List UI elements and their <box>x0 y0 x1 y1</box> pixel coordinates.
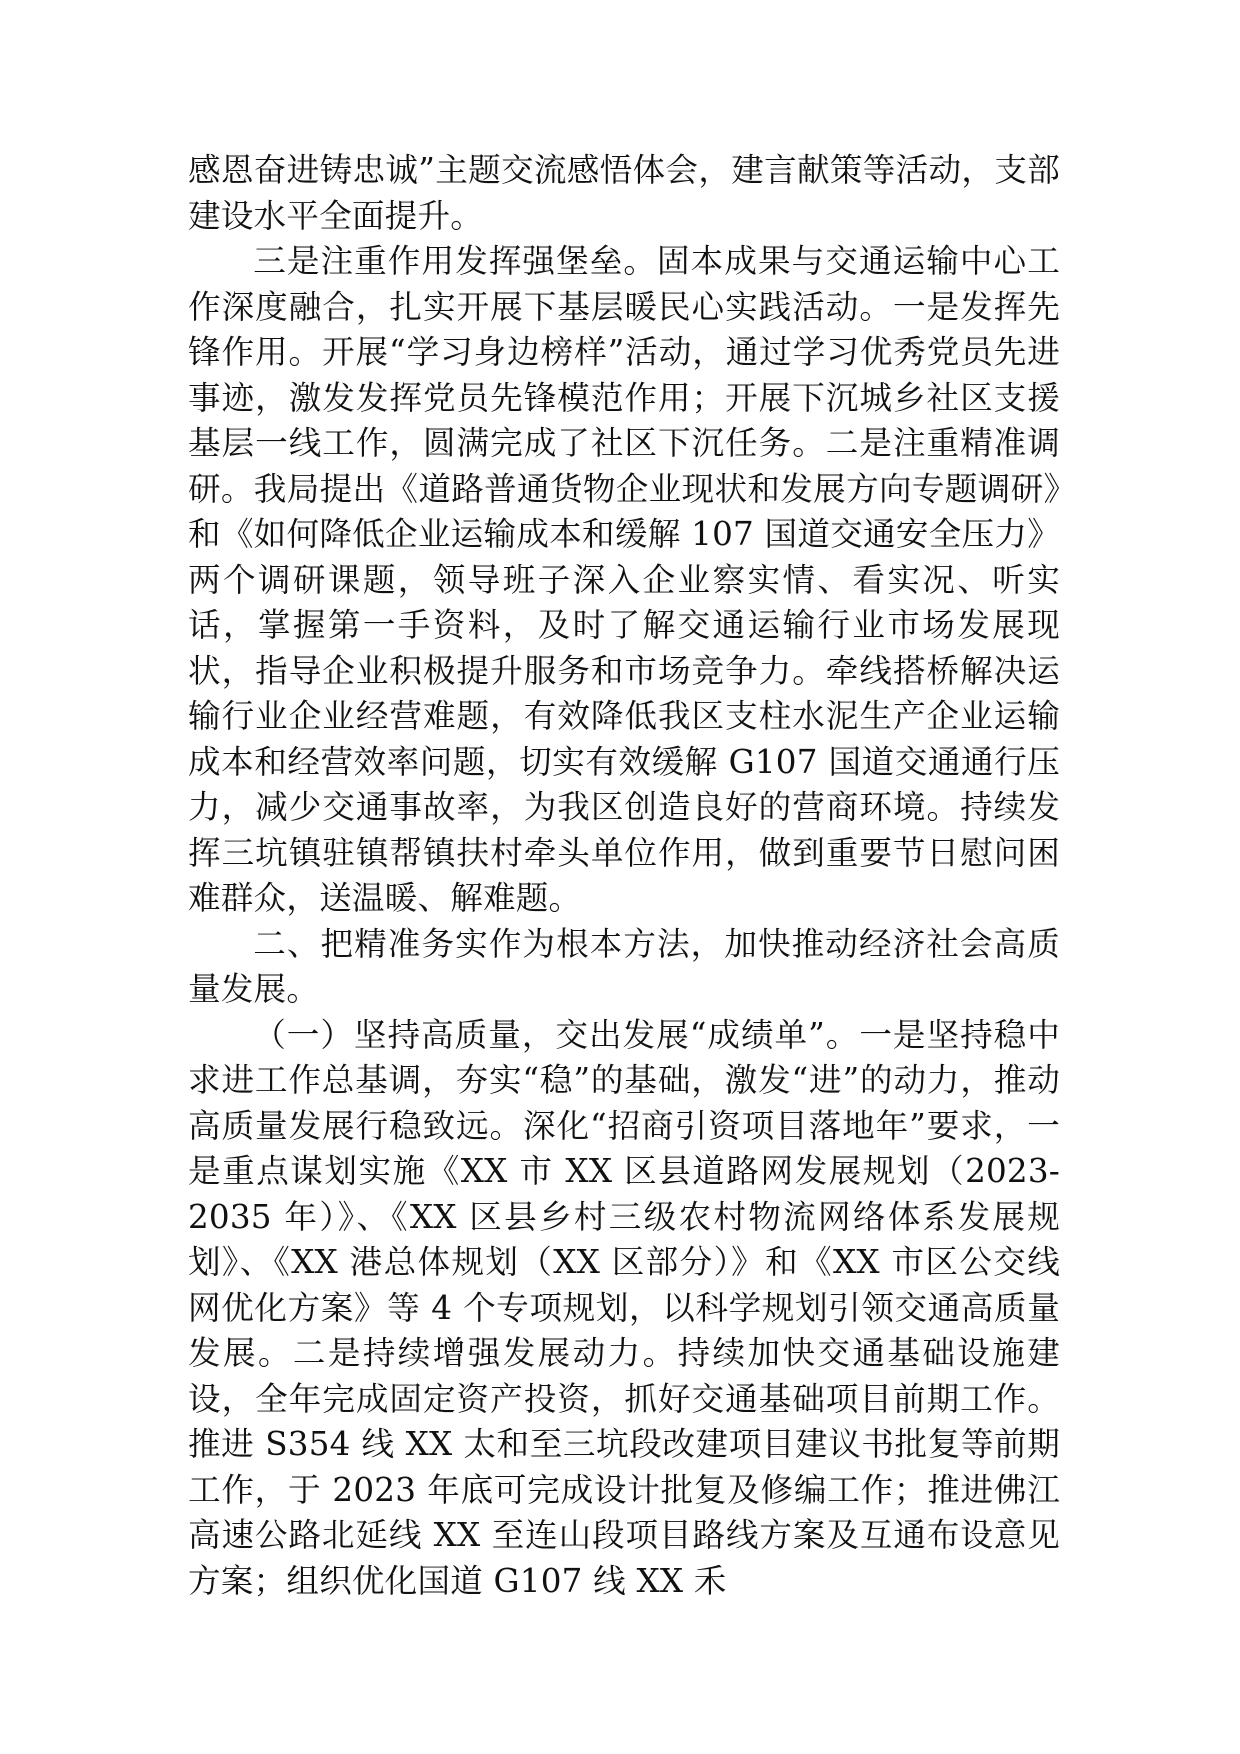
paragraph-continuation: 感恩奋进铸忠诚”主题交流感悟体会，建言献策等活动，支部建设水平全面提升。 <box>188 151 1060 235</box>
body-text <box>188 148 1060 1604</box>
paragraph-high-quality: （一）坚持高质量，交出发展“成绩单”。一是坚持稳中求进工作总基调，夯实“稳”的基础，激发“进”的动力，推动高质量发展行稳致远。深化“招商引资项目落地年”要求，一是重点谋划实施《XX 市 XX 区县道路网发展规划（2023-2035 年）》、《XX 区县乡村三级农村物流网络体系发展规划》、《XX 港总体规划（XX 区部分）》和《XX 市区公交线网优化方案》等 4 个专项规划，以科学规划引领交通高质量发展。二是持续增强发展动力。持续加快交通基础设施建设，全年完成固定资产投资，抓好交通基础项目前期工作。推进 S354 线 XX 太和至三坑段改建项目建议书批复等前期工作，于 2023 年底可完成设计批复及修编工作；推进佛江高速公路北延线 XX 至连山段项目路线方案及互通布设意见方案；组织优化国道 G107 线 XX 禾 <box>188 1015 1060 1600</box>
section-heading-two: 二、把精准务实作为根本方法，加快推动经济社会高质量发展。 <box>188 924 1060 1008</box>
paragraph-role-fortress: 三是注重作用发挥强堡垒。固本成果与交通运输中心工作深度融合，扎实开展下基层暖民心实践活动。一是发挥先锋作用。开展“学习身边榜样”活动，通过学习优秀党员先进事迹，激发发挥党员先锋模范作用；开展下沉城乡社区支援基层一线工作，圆满完成了社区下沉任务。二是注重精准调研。我局提出《道路普通货物企业现状和发展方向专题调研》和《如何降低企业运输成本和缓解 107 国道交通安全压力》两个调研课题，领导班子深入企业察实情、看实况、听实话，掌握第一手资料，及时了解交通运输行业市场发展现状，指导企业积极提升服务和市场竞争力。牵线搭桥解决运输行业企业经营难题，有效降低我区支柱水泥生产企业运输成本和经营效率问题，切实有效缓解 G107 国道交通通行压力，减少交通事故率，为我区创造良好的营商环境。持续发挥三坑镇驻镇帮镇扶村牵头单位作用，做到重要节日慰问困难群众，送温暖、解难题。 <box>188 242 1060 917</box>
